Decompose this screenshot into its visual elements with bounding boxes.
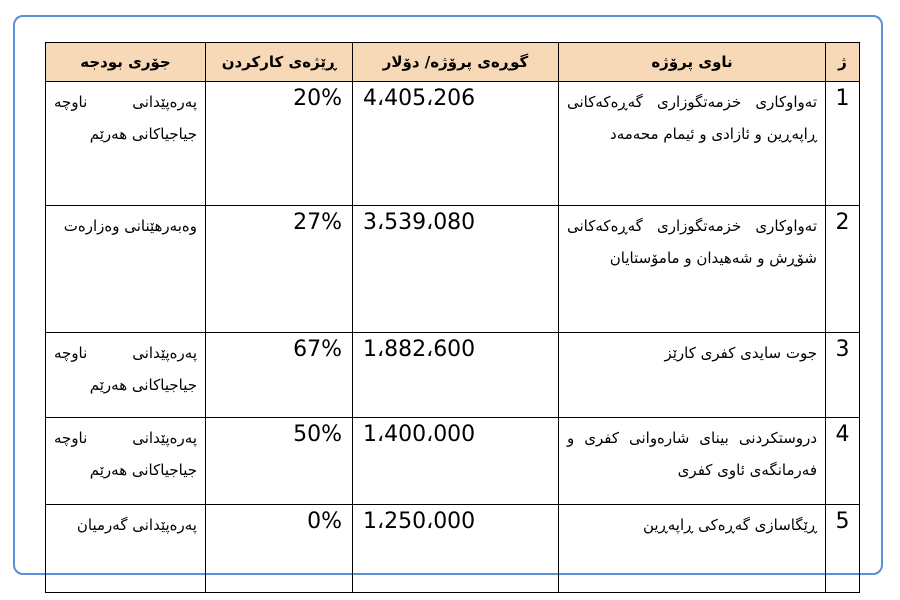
project-name-cell: دروستکردنی بینای شارەوانی کفری و فەرمانگەی ئاوی کفری: [559, 418, 826, 505]
budget-type-cell: پەرەپێدانی گەرمیان: [46, 505, 206, 593]
budget-type-cell: پەرەپێدانی ناوچە جیاجیاکانی هەرێم: [46, 333, 206, 418]
table-row: [46, 418, 860, 505]
project-name-cell: تەواوکاری خزمەتگوزاری گەڕەکەکانی شۆڕش و شەهیدان و مامۆستایان: [559, 206, 826, 333]
project-size-cell: 4،405،206: [353, 82, 559, 206]
project-size-cell: 1،400،000: [353, 418, 559, 505]
project-size-cell: 1،250،000: [353, 505, 559, 593]
table-row: [46, 206, 860, 333]
work-rate-cell: 20%: [206, 82, 353, 206]
header-budget-type: جۆری بودجە: [46, 43, 206, 82]
work-rate-cell: 67%: [206, 333, 353, 418]
row-index: 5: [826, 505, 860, 593]
row-index: 1: [826, 82, 860, 206]
budget-type-cell: پەرەپێدانی ناوچە جیاجیاکانی هەرێم: [46, 82, 206, 206]
budget-type-cell: وەبەرهێنانی وەزارەت: [46, 206, 206, 333]
project-name-cell: ڕێگاسازی گەڕەکی ڕاپەڕین: [559, 505, 826, 593]
project-size-cell: 3،539،080: [353, 206, 559, 333]
projects-table: [45, 42, 860, 593]
row-index: 3: [826, 333, 860, 418]
table-row: [46, 333, 860, 418]
header-row: [46, 43, 860, 82]
work-rate-cell: 0%: [206, 505, 353, 593]
row-index: 4: [826, 418, 860, 505]
project-name-cell: جوت سایدی کفری کارێز: [559, 333, 826, 418]
budget-type-cell: پەرەپێدانی ناوچە جیاجیاکانی هەرێم: [46, 418, 206, 505]
header-project-size: گوڕەی پرۆژە/ دۆلار: [353, 43, 559, 82]
work-rate-cell: 50%: [206, 418, 353, 505]
project-size-cell: 1،882،600: [353, 333, 559, 418]
work-rate-cell: 27%: [206, 206, 353, 333]
header-index: ژ: [826, 43, 860, 82]
project-name-cell: تەواوکاری خزمەتگوزاری گەڕەکەکانی ڕاپەڕین و ئازادی و ئیمام محەمەد: [559, 82, 826, 206]
table-row: [46, 505, 860, 593]
table-row: [46, 82, 860, 206]
header-work-rate: ڕێژەی کارکردن: [206, 43, 353, 82]
row-index: 2: [826, 206, 860, 333]
header-project-name: ناوی پرۆژە: [559, 43, 826, 82]
